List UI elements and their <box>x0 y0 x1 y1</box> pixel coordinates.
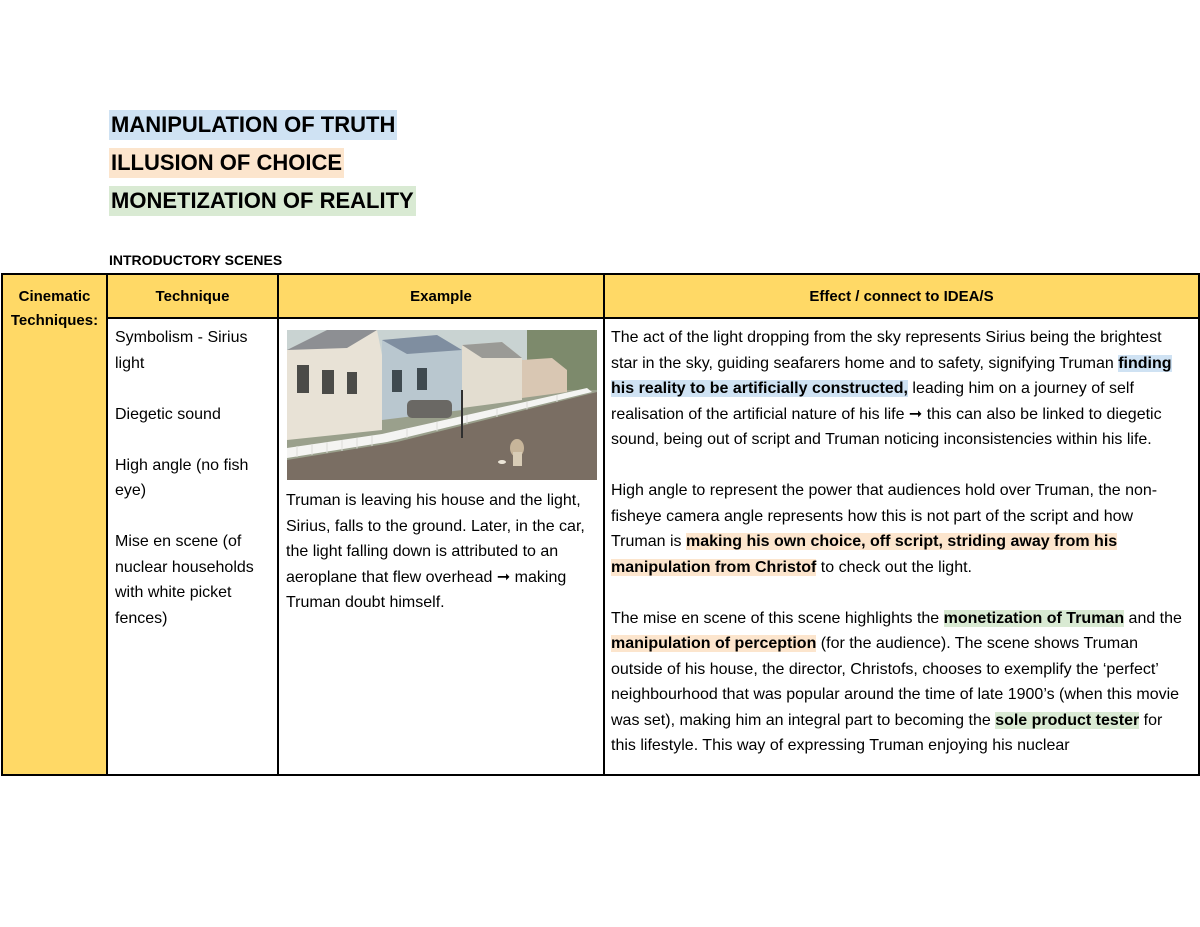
highlight-illusion-of-choice: making his own choice, off script, striding away from his manipulation from Christof <box>611 533 1118 576</box>
highlight-sole-product-tester: sole product tester <box>995 711 1140 729</box>
effect-cell <box>604 318 1199 775</box>
effect-paragraph-sirius <box>611 325 1190 453</box>
theme-monetization-of-reality: MONETIZATION OF REALITY <box>109 186 416 216</box>
effect-text: leading him on a journey of self realisation of the artificial nature of his life ➞ this can also be linked to diegetic sound, being out of script and Truman noticing inconsistencies within his life. <box>611 380 1162 448</box>
example-caption: Truman is leaving his house and the light, Sirius, falls to the ground. Later, in the car, the light falling down is attributed to an aeroplane that flew overhead ➞ making Truman doubt himself. <box>286 492 585 611</box>
techniques-table <box>1 273 1200 776</box>
example-cell <box>278 318 604 775</box>
table-row <box>2 318 1199 775</box>
effect-paragraph-high-angle <box>611 478 1190 580</box>
header-example: Example <box>278 274 604 318</box>
technique-mise-en-scene: Mise en scene (of nuclear households with white picket fences) <box>115 533 254 627</box>
effect-paragraph-mise-en-scene <box>611 606 1190 759</box>
film-still-image <box>287 330 597 480</box>
effect-text: (for the audience). The scene shows Truman outside of his house, the director, Christofs, chooses to exemplify the ‘perfect’ neighbourhood that was popular around the time of late 1900’s (when this movie was set), making him an integral part to becoming the <box>611 635 1180 729</box>
effect-text: High angle to represent the power that audiences hold over Truman, the non-fisheye camera angle represents how this is not part of the script and how Truman is <box>611 482 1158 550</box>
theme-illusion-of-choice: ILLUSION OF CHOICE <box>109 148 344 178</box>
highlight-monetization-of-truman: monetization of Truman <box>943 609 1125 627</box>
section-heading: INTRODUCTORY SCENES <box>109 252 283 268</box>
effect-text: The mise en scene of this scene highlights the <box>611 609 944 627</box>
technique-cell <box>107 318 278 775</box>
effect-text: The act of the light dropping from the sky represents Sirius being the brightest star in the sky, guiding seafarers home and to safety, signifying Truman <box>611 329 1162 372</box>
technique-high-angle: High angle (no fish eye) <box>115 456 249 499</box>
technique-diegetic-sound: Diegetic sound <box>115 405 221 423</box>
highlight-manipulation-of-truth: finding his reality to be artificially constructed, <box>611 354 1172 397</box>
header-effect: Effect / connect to IDEA/S <box>604 274 1199 318</box>
theme-legend <box>109 110 416 224</box>
effect-text: for this lifestyle. This way of expressing Truman enjoying his nuclear <box>611 711 1163 754</box>
theme-manipulation-of-truth: MANIPULATION OF TRUTH <box>109 110 397 140</box>
row-label-cinematic-techniques: Cinematic Techniques: <box>2 274 107 775</box>
effect-text: to check out the light. <box>816 558 972 576</box>
table-header-row <box>2 274 1199 318</box>
effect-text: and the <box>1124 609 1182 627</box>
technique-symbolism: Symbolism - Sirius light <box>115 329 248 372</box>
highlight-manipulation-of-perception: manipulation of perception <box>611 635 817 652</box>
header-technique: Technique <box>107 274 278 318</box>
